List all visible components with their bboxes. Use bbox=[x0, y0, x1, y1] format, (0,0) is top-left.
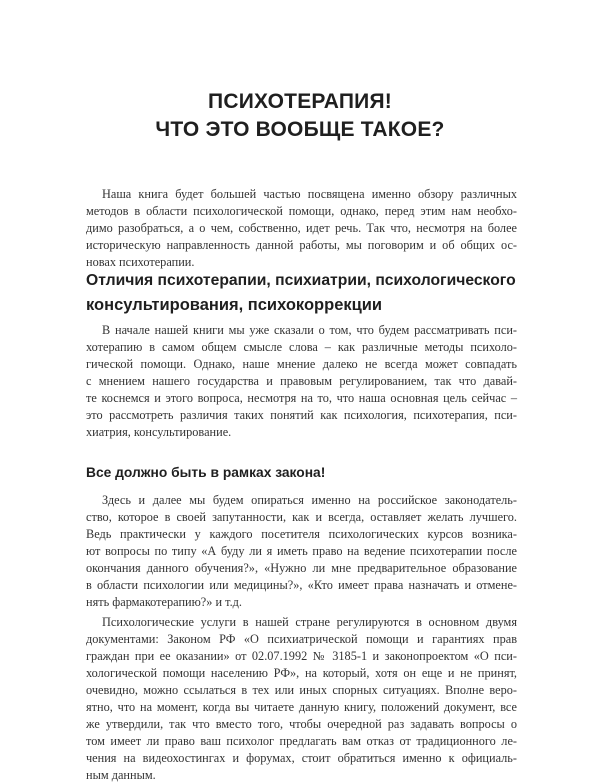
text-line: нять фармакотерапию?» и т.д. bbox=[86, 595, 242, 609]
subsection-heading: Все должно быть в рамках закона! bbox=[86, 465, 326, 480]
section2-paragraph-1 bbox=[86, 492, 517, 611]
text-line: димо разобраться, а о чем, собственно, идет речь. Так что, несмотря на более bbox=[86, 221, 517, 235]
text-line: в области психологии или медицины?», «Кто имеет права назначать и отмене- bbox=[86, 578, 517, 592]
text-line: хотерапию в самом общем смысле слова – как различные методы психоло- bbox=[86, 340, 517, 354]
chapter-title bbox=[0, 88, 600, 144]
text-line: очевидно, можно ссылаться в тех или иных спорных ситуациях. Вполне веро- bbox=[86, 683, 517, 697]
text-line: хиатрия, консультирование. bbox=[86, 425, 232, 439]
text-line: окончания данного обучения?», «Нужно ли мне предварительное образование bbox=[86, 561, 517, 575]
section-heading-line-2: консультирования, психокоррекции bbox=[86, 296, 383, 314]
text-line: Психологические услуги в нашей стране регулируются в основном двумя bbox=[102, 615, 517, 629]
section-heading bbox=[86, 268, 517, 318]
text-line: хологической помощи населению РФ», на который, хотя он еще и не принят, bbox=[86, 666, 517, 680]
text-line: Наша книга будет большей частью посвящена именно обзору различных bbox=[102, 187, 517, 201]
text-line: это рассмотреть различия таких понятий как психология, психотерапия, пси- bbox=[86, 408, 517, 422]
text-line: чения на видеохостингах и форумах, стоит обратиться именно к официаль- bbox=[86, 751, 517, 765]
text-line: новах психотерапии. bbox=[86, 255, 195, 269]
chapter-title-line-2: ЧТО ЭТО ВООБЩЕ ТАКОЕ? bbox=[155, 118, 445, 141]
text-line: документами: Законом РФ «О психиатрической помощи и гарантиях прав bbox=[86, 632, 517, 646]
text-line: Здесь и далее мы будем опираться именно на российское законодатель- bbox=[102, 493, 517, 507]
section-heading-line-1: Отличия психотерапии, психиатрии, психологического bbox=[86, 272, 516, 289]
text-line: ют вопросы по типу «А буду ли я иметь право на ведение психотерапии после bbox=[86, 544, 517, 558]
chapter-title-line-1: ПСИХОТЕРАПИЯ! bbox=[208, 90, 392, 113]
text-line: методов в области психологической помощи, однако, перед этим нам необхо- bbox=[86, 204, 517, 218]
text-line: же утвердили, так что вместо того, чтобы очередной раз задавать вопросы о bbox=[86, 717, 517, 731]
text-line: историческую направленность данной работы, мы поговорим и об общих ос- bbox=[86, 238, 517, 252]
intro-paragraph bbox=[86, 186, 517, 271]
text-line: В начале нашей книги мы уже сказали о том, что будем рассматривать пси- bbox=[102, 323, 517, 337]
text-line: ным данным. bbox=[86, 768, 156, 782]
text-line: ятно, что на момент, когда вы читаете данную книгу, положений документ, все bbox=[86, 700, 517, 714]
text-line: том имеет ли право ваш психолог предлагать вам отказ от традиционного ле- bbox=[86, 734, 517, 748]
section2-paragraph-2 bbox=[86, 614, 517, 784]
text-line: Ведь практически у каждого посетителя психологических курсов возника- bbox=[86, 527, 517, 541]
text-line: ство, которое в своей запутанности, как и всегда, оставляет желать лучшего. bbox=[86, 510, 517, 524]
text-line: гической помощи. Однако, наше мнение далеко не всегда может совпадать bbox=[86, 357, 517, 371]
text-line: граждан при ее оказании» от 02.07.1992 № 3185-1 и законопроектом «О пси- bbox=[86, 649, 517, 663]
text-line: те коснемся и этого вопроса, несмотря на то, что наша основная цель сейчас – bbox=[86, 391, 517, 405]
section1-paragraph bbox=[86, 322, 517, 441]
text-line: с мнением нашего государства и правовым регулированием, так что давай- bbox=[86, 374, 517, 388]
